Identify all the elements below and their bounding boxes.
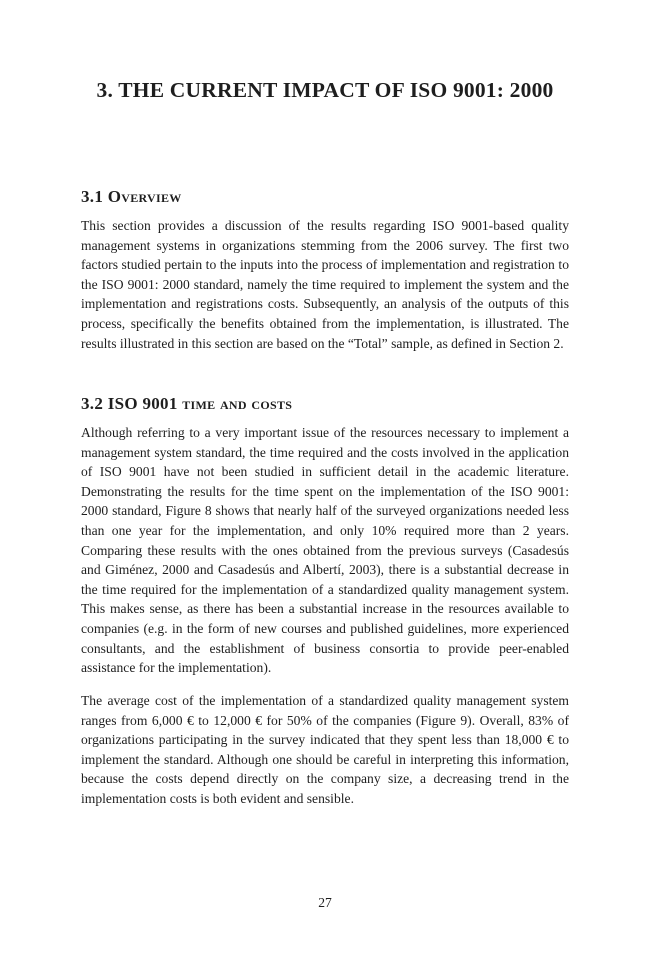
cost-paragraph: The average cost of the implementation of a standardized quality management system ranges from 6,000 € to 12,000 € for 50% of the companies (Figure 9). Overall, 83% of organizations participating in the survey indicated that they spent less than 18,000 € to implement the standard. Although one should be careful in interpreting this information, because the costs depend directly on the company size, a decreasing trend in the implementation costs is both evident and sensible. (81, 693, 569, 806)
overview-paragraph: This section provides a discussion of the results regarding ISO 9001-based quality management systems in organizations stemming from the 2006 survey. The first two factors studied pertain to the inputs into the process of implementation and registration to the ISO 9001: 2000 standard, namely the time required to implement the system and the implementation and registrations costs. Subsequently, an analysis of the outputs of this process, specifically the benefits obtained from the implementation, is illustrated. The results illustrated in this section are based on the “Total” sample, as defined in Section 2. (81, 218, 569, 351)
section-heading-time-and-costs: 3.2 ISO 9001 time and costs (81, 394, 293, 413)
chapter-title: 3. THE CURRENT IMPACT OF ISO 9001: 2000 (96, 78, 554, 102)
time-paragraph: Although referring to a very important issue of the resources necessary to implement a management system standard, the time required and the costs involved in the application of ISO 9001 have not been studied in sufficient detail in the academic literature. Demonstrating the results for the time spent on the implementation of the ISO 9001: 2000 standard, Figure 8 shows that nearly half of the surveyed organizations needed less than one year for the implementation, and only 10% required more than 2 years. Comparing these results with the ones obtained from the previous surveys (Casadesús and Giménez, 2000 and Casadesús and Albertí, 2003), there is a substantial decrease in the time required for the implementation of a standardized quality management system. This makes sense, as there has been a substantial increase in the resources available to companies (e.g. in the form of new courses and published guidelines, more experienced consultants, and the establishment of business consortia to provide peer-enabled assistance for the implementation). (81, 425, 569, 676)
page-number: 27 (318, 895, 332, 910)
section-heading-overview: 3.1 Overview (81, 187, 182, 206)
